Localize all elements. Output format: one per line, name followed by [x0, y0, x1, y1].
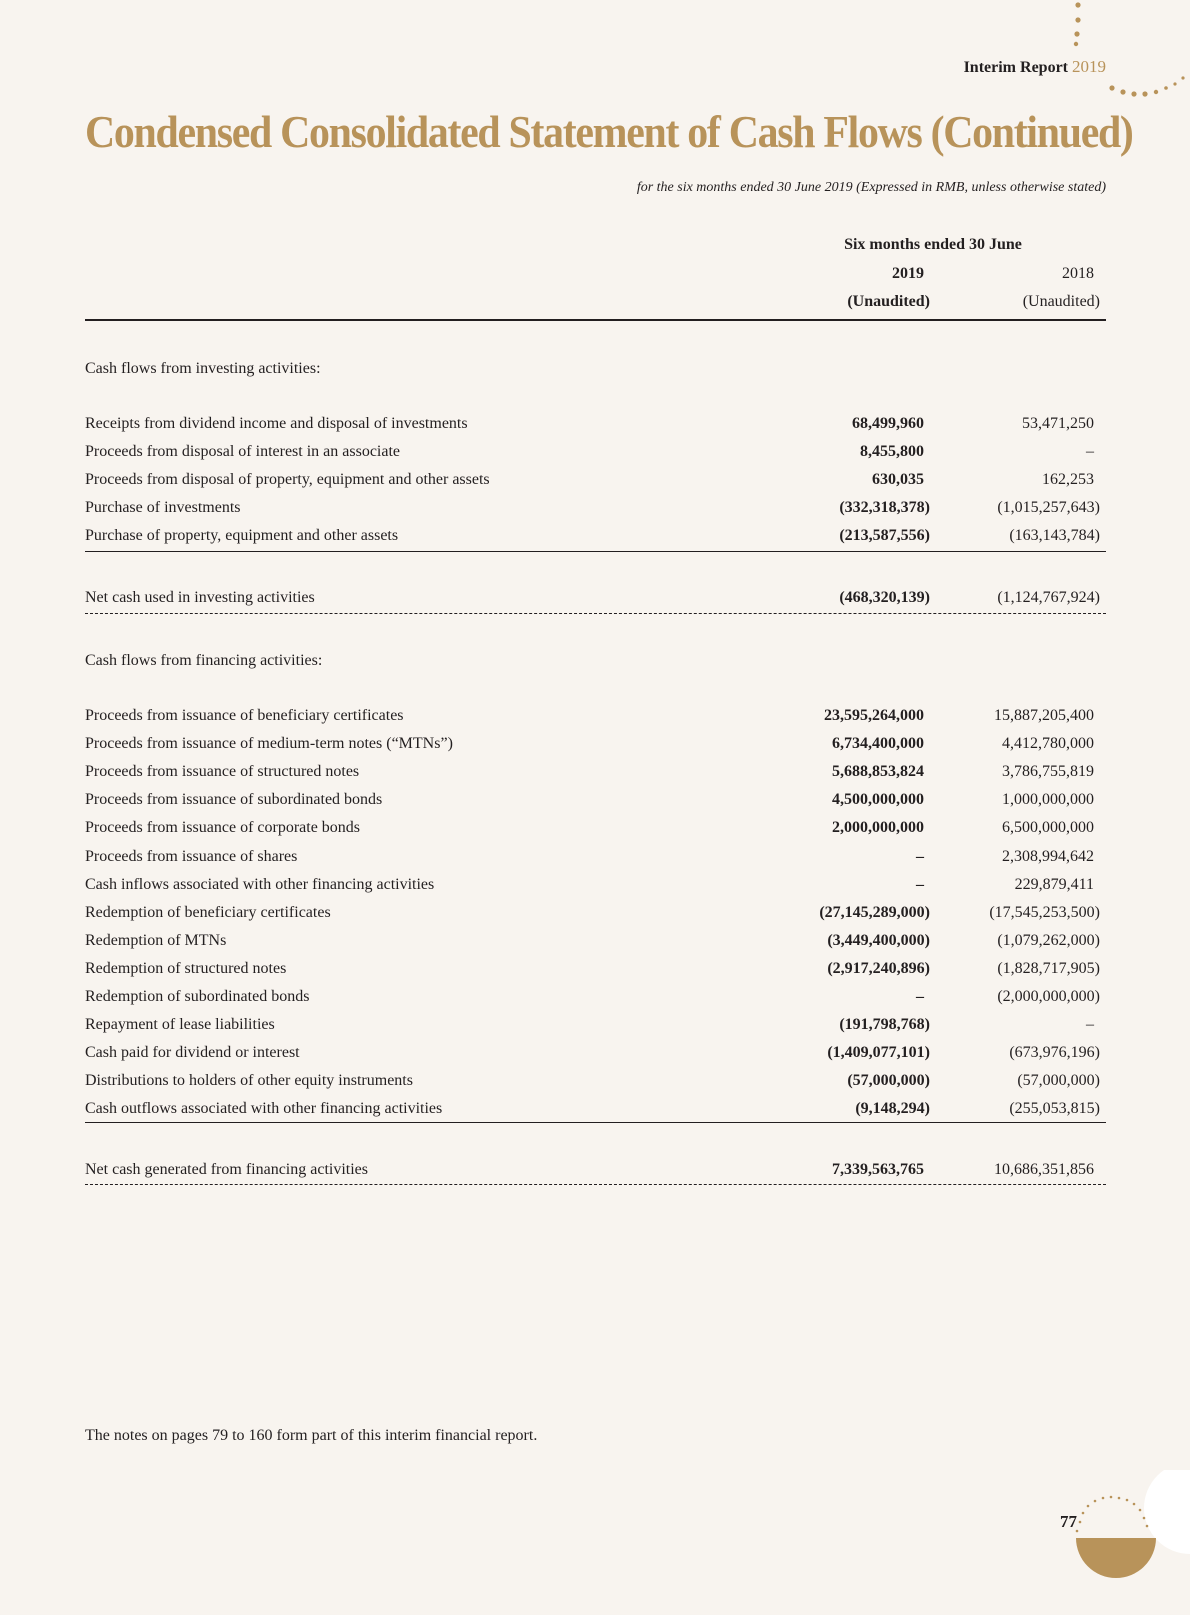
value-2018: – [1086, 1016, 1094, 1034]
value-2019: (3,449,400,000) [827, 931, 930, 949]
row-label: Proceeds from issuance of structured notes [85, 763, 360, 781]
row-label: Proceeds from disposal of property, equipment and other assets [85, 471, 490, 489]
value-2019: 630,035 [872, 471, 924, 489]
value-2019: – [916, 875, 924, 893]
table-row [85, 763, 1106, 791]
row-label: Redemption of subordinated bonds [85, 988, 310, 1005]
value-2018: (1,124,767,924) [997, 589, 1100, 606]
value-2019: (27,145,289,000) [819, 903, 930, 921]
value-2018: (255,053,815) [1009, 1100, 1100, 1118]
table-row [85, 499, 1106, 527]
table-row [85, 848, 1106, 876]
table-row [85, 1044, 1106, 1072]
row-label: Cash inflows associated with other financing activities [85, 875, 435, 893]
table-row [85, 1100, 1106, 1128]
table-row [85, 932, 1106, 960]
value-2018: (57,000,000) [1017, 1072, 1100, 1090]
table-row [85, 1016, 1106, 1044]
value-2019: 5,688,853,824 [832, 763, 924, 781]
value-2018: (163,143,784) [1009, 527, 1100, 545]
column-status-2018: (Unaudited) [1022, 293, 1100, 310]
value-2018: 1,000,000,000 [1002, 791, 1094, 809]
row-label: Redemption of MTNs [85, 931, 227, 949]
column-year-2018: 2018 [1062, 265, 1094, 282]
row-label: Purchase of investments [85, 499, 241, 517]
page-title: Condensed Consolidated Statement of Cash Flows (Continued) [85, 107, 1133, 157]
row-label: Repayment of lease liabilities [85, 1016, 275, 1034]
value-2018: 53,471,250 [1022, 415, 1094, 432]
row-label: Proceeds from issuance of shares [85, 847, 298, 865]
table-row [85, 1072, 1106, 1100]
value-2018: 162,253 [1042, 471, 1094, 489]
value-2018: (2,000,000,000) [997, 988, 1100, 1005]
value-2019: 23,595,264,000 [824, 707, 924, 724]
table-row [85, 988, 1106, 1016]
table-row [85, 904, 1106, 932]
column-status-2019: (Unaudited) [847, 293, 930, 310]
financing-subtotal-divider [85, 1122, 1106, 1123]
row-label: Cash outflows associated with other financing activities [85, 1100, 443, 1118]
value-2019: 68,499,960 [852, 415, 924, 432]
value-2019: 4,500,000,000 [832, 791, 924, 809]
value-2018: (673,976,196) [1009, 1044, 1100, 1062]
value-2018: – [1086, 443, 1094, 461]
table-row [85, 791, 1106, 819]
row-label: Net cash generated from financing activities [85, 1161, 368, 1178]
row-label: Redemption of structured notes [85, 959, 287, 977]
value-2019: – [916, 847, 924, 865]
report-year: 2019 [1072, 57, 1106, 76]
value-2019: (213,587,556) [839, 527, 930, 545]
value-2018: 10,686,351,856 [994, 1161, 1094, 1178]
table-row [85, 819, 1106, 847]
value-2018: 6,500,000,000 [1002, 819, 1094, 837]
investing-total-dashed-rule [85, 613, 1106, 614]
value-2019: (468,320,139) [839, 589, 930, 606]
value-2019: (332,318,378) [839, 499, 930, 517]
value-2018: 4,412,780,000 [1002, 735, 1094, 753]
report-label: Interim Report [963, 59, 1068, 76]
investing-subtotal-divider [85, 551, 1106, 552]
value-2019: 8,455,800 [860, 443, 924, 461]
footnote: The notes on pages 79 to 160 form part of this interim financial report. [85, 1427, 538, 1444]
value-2018: 229,879,411 [1014, 875, 1094, 893]
section-heading-financing: Cash flows from financing activities: [85, 652, 323, 669]
value-2018: (1,828,717,905) [997, 959, 1100, 977]
row-label: Proceeds from disposal of interest in an associate [85, 443, 401, 461]
value-2018: 15,887,205,400 [994, 707, 1094, 724]
value-2019: – [916, 988, 924, 1005]
value-2018: (1,079,262,000) [997, 931, 1100, 949]
row-label: Purchase of property, equipment and other assets [85, 527, 399, 545]
column-year-2019: 2019 [892, 265, 924, 282]
row-label: Redemption of beneficiary certificates [85, 903, 331, 921]
value-2018: 3,786,755,819 [1002, 763, 1094, 781]
row-label: Net cash used in investing activities [85, 589, 315, 606]
value-2019: 6,734,400,000 [832, 735, 924, 753]
value-2019: (57,000,000) [847, 1072, 930, 1090]
value-2018: (17,545,253,500) [989, 903, 1100, 921]
table-row [85, 707, 1106, 735]
row-label: Cash paid for dividend or interest [85, 1044, 300, 1062]
value-2019: (2,917,240,896) [827, 959, 930, 977]
section-heading-investing: Cash flows from investing activities: [85, 360, 321, 377]
value-2019: 7,339,563,765 [832, 1161, 924, 1178]
value-2019: 2,000,000,000 [832, 819, 924, 837]
table-row [85, 735, 1106, 763]
semicircle-decoration-bottom [1070, 1470, 1190, 1615]
financing-total-dashed-rule [85, 1184, 1106, 1185]
row-label: Proceeds from issuance of medium-term notes (“MTNs”) [85, 735, 453, 753]
row-label: Proceeds from issuance of beneficiary certificates [85, 707, 404, 724]
value-2018: (1,015,257,643) [997, 499, 1100, 517]
column-group-header: Six months ended 30 June [844, 236, 1022, 253]
table-row [85, 876, 1106, 904]
table-row [85, 471, 1106, 499]
report-header [964, 57, 1106, 77]
dotted-arc-decoration-top [1060, 0, 1190, 105]
page-number: 77 [1060, 1512, 1077, 1531]
row-label: Receipts from dividend income and disposal of investments [85, 415, 468, 432]
value-2018: 2,308,994,642 [1002, 847, 1094, 865]
table-row [85, 415, 1106, 443]
table-row [85, 960, 1106, 988]
row-label: Distributions to holders of other equity instruments [85, 1072, 413, 1090]
value-2019: (9,148,294) [855, 1100, 930, 1118]
page-subtitle: for the six months ended 30 June 2019 (Expressed in RMB, unless otherwise stated) [636, 180, 1106, 195]
table-row [85, 443, 1106, 471]
header-divider [85, 319, 1106, 321]
row-label: Proceeds from issuance of subordinated bonds [85, 791, 383, 809]
value-2019: (1,409,077,101) [827, 1044, 930, 1062]
row-label: Proceeds from issuance of corporate bonds [85, 819, 361, 837]
value-2019: (191,798,768) [839, 1016, 930, 1034]
